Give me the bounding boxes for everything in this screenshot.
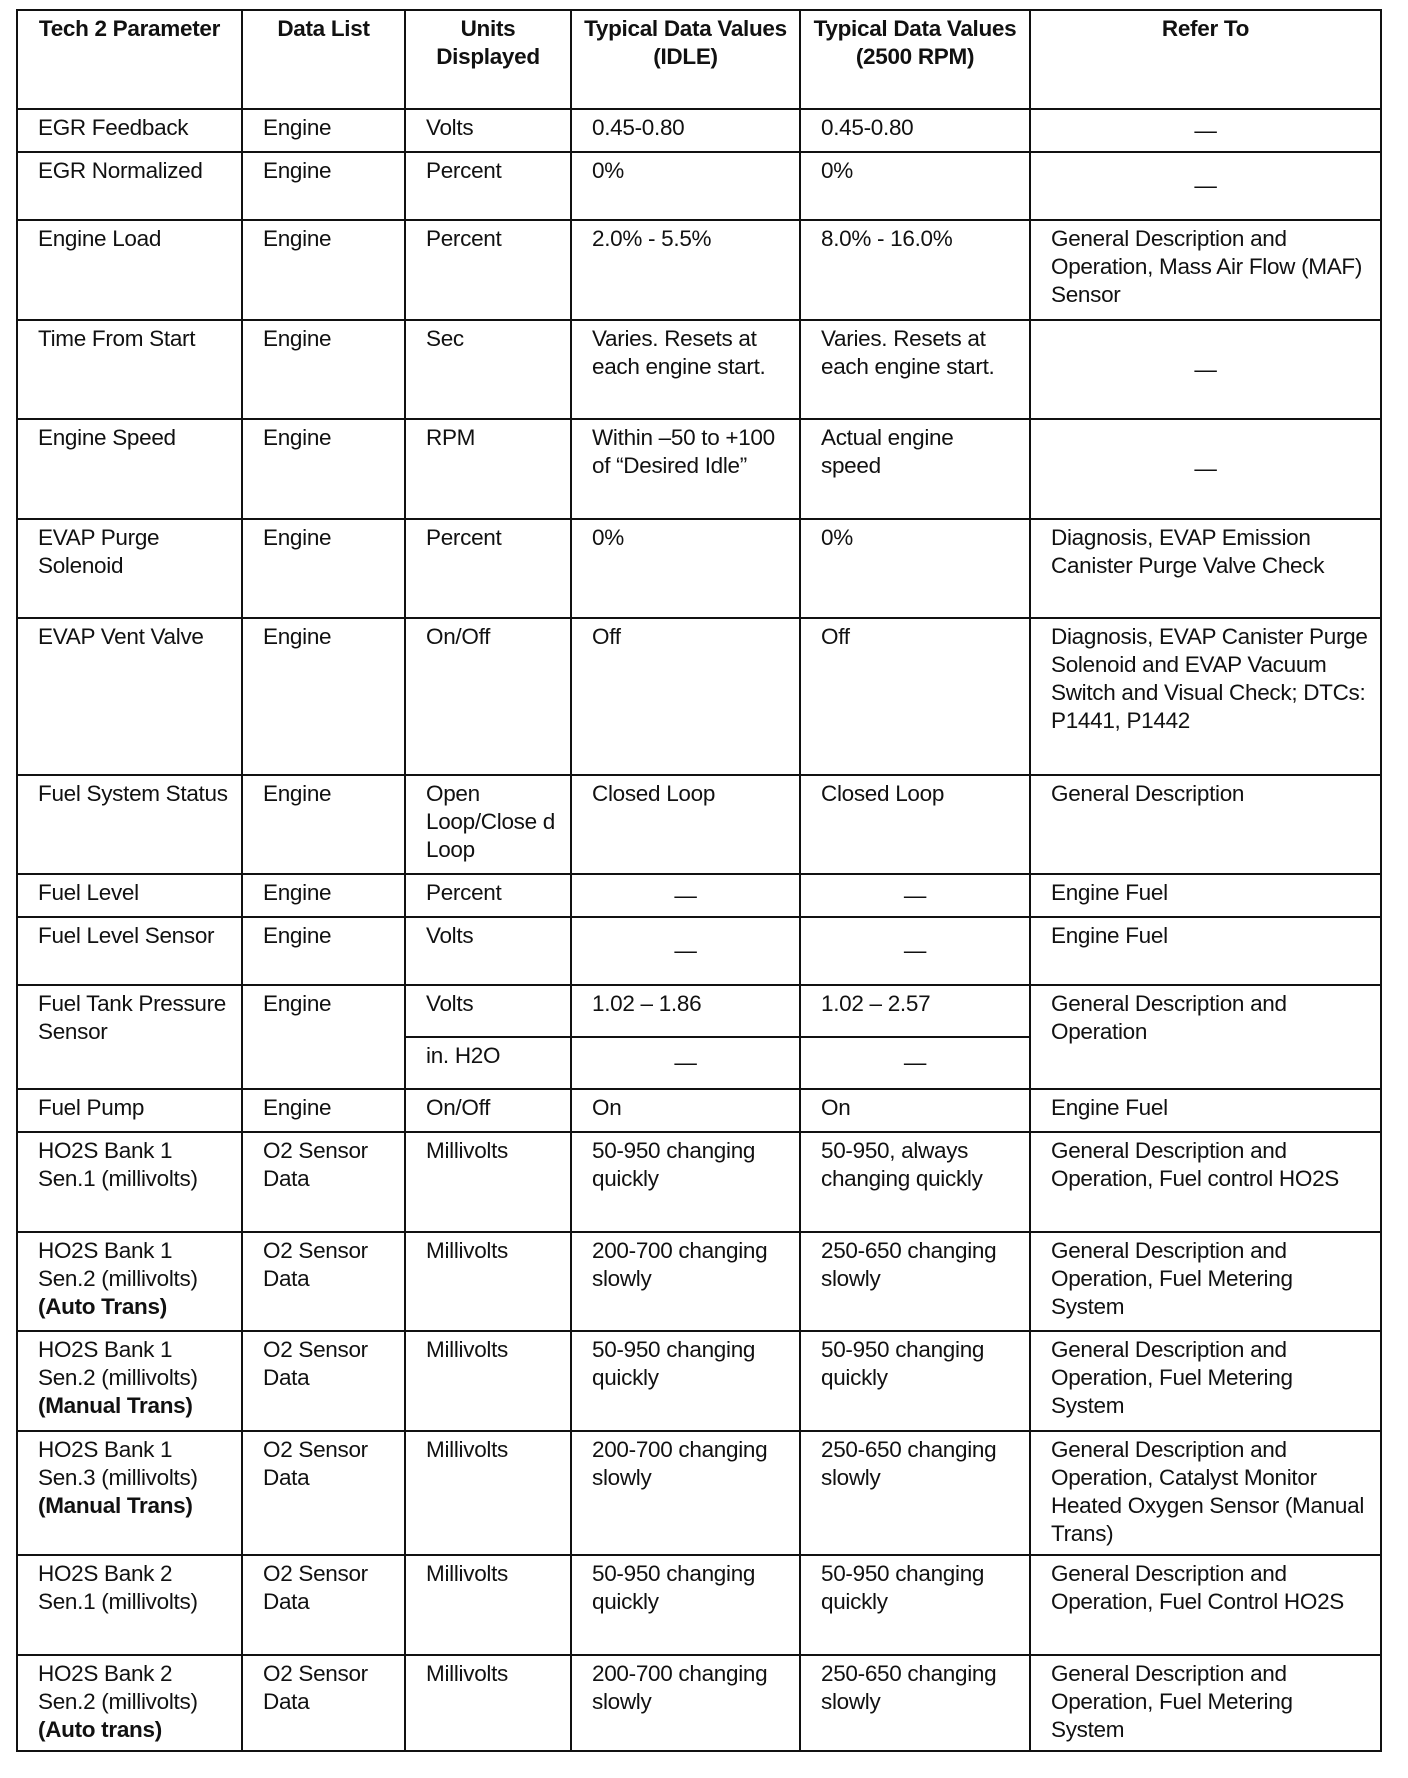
refer-to-cell: [1030, 220, 1381, 320]
rpm-value-cell-text: 50-950, always changing quickly: [821, 1138, 983, 1191]
units-cell: [405, 917, 571, 985]
parameter-cell-text: Fuel Level: [38, 880, 139, 905]
data-list-cell-text: Engine: [263, 991, 332, 1016]
idle-value-cell-text: 1.02 – 1.86: [592, 991, 702, 1016]
rpm-value-cell: [800, 775, 1030, 874]
idle-value-cell-text: On: [592, 1095, 622, 1120]
idle-value-cell-text: 0.45-0.80: [592, 115, 685, 140]
data-list-cell-text: Engine: [263, 226, 332, 251]
transmission-qualifier: (Auto Trans): [38, 1294, 167, 1319]
table-row: [17, 1555, 1381, 1655]
idle-value-cell-text: 50-950 changing quickly: [592, 1337, 756, 1390]
header-2500rpm-values: Typical Data Values (2500 RPM): [800, 10, 1030, 109]
parameter-cell: [17, 220, 242, 320]
refer-to-cell: [1030, 1431, 1381, 1555]
parameter-cell-text: Engine Load: [38, 226, 162, 251]
refer-to-cell-text: General Description and Operation, Mass Air Flow (MAF) Sensor: [1051, 226, 1363, 307]
units-cell-text: in. H2O: [426, 1043, 501, 1068]
idle-value-cell: [571, 874, 800, 917]
rpm-value-cell: [800, 1331, 1030, 1431]
units-cell-text: Millivolts: [426, 1437, 509, 1462]
refer-to-cell-text: Engine Fuel: [1051, 923, 1168, 948]
parameter-cell: [17, 1232, 242, 1331]
units-cell-text: Millivolts: [426, 1661, 509, 1686]
idle-value-cell-text: —: [674, 1050, 697, 1075]
rpm-value-cell-text: —: [903, 882, 927, 908]
data-list-cell-text: O2 Sensor Data: [263, 1437, 368, 1490]
rpm-value-cell-text: 250-650 changing slowly: [821, 1661, 997, 1714]
parameter-cell-text: Fuel System Status: [38, 781, 228, 806]
rpm-value-cell: [800, 152, 1030, 220]
refer-to-cell-text: General Description and Operation, Fuel Metering System: [1051, 1337, 1293, 1418]
table-row: [17, 1655, 1381, 1751]
table-row: [17, 775, 1381, 874]
rpm-value-cell-text: Varies. Resets at each engine start.: [821, 326, 995, 379]
table-row: [17, 874, 1381, 917]
units-cell: [405, 109, 571, 152]
rpm-value-cell-text: —: [903, 1050, 927, 1075]
idle-value-cell-text: 200-700 changing slowly: [592, 1661, 768, 1714]
table-row: [17, 519, 1381, 618]
data-list-cell: [242, 1431, 405, 1555]
table-row: [17, 1331, 1381, 1431]
data-list-cell-text: Engine: [263, 158, 332, 183]
table-row: [17, 1089, 1381, 1132]
data-list-cell-text: O2 Sensor Data: [263, 1337, 368, 1390]
idle-value-cell: [571, 1655, 800, 1751]
parameter-cell-text: EGR Feedback: [38, 115, 189, 140]
units-cell-text: Volts: [426, 115, 474, 140]
units-cell-text: Millivolts: [426, 1337, 509, 1362]
idle-value-cell-text: Closed Loop: [592, 781, 716, 806]
refer-to-cell-text: General Description and Operation, Catalyst Monitor Heated Oxygen Sensor (Manual Trans): [1051, 1437, 1365, 1546]
idle-value-cell: [571, 917, 800, 985]
data-list-cell-text: Engine: [263, 525, 332, 550]
refer-to-cell: [1030, 917, 1381, 985]
units-cell: [405, 220, 571, 320]
idle-value-cell-text: 0%: [592, 525, 624, 550]
refer-to-cell: [1030, 1089, 1381, 1132]
idle-value-cell: [571, 1037, 800, 1089]
table-row: [17, 320, 1381, 419]
data-list-cell-text: Engine: [263, 115, 332, 140]
parameter-cell: [17, 320, 242, 419]
data-list-cell-text: Engine: [263, 923, 332, 948]
data-list-cell: [242, 874, 405, 917]
parameter-cell-text: EGR Normalized: [38, 158, 203, 183]
refer-to-cell: [1030, 618, 1381, 775]
idle-value-cell: [571, 1132, 800, 1232]
idle-value-cell: [571, 152, 800, 220]
rpm-value-cell: [800, 1431, 1030, 1555]
refer-to-cell: [1030, 1655, 1381, 1751]
idle-value-cell-text: 200-700 changing slowly: [592, 1437, 768, 1490]
rpm-value-cell-text: 0.45-0.80: [821, 115, 914, 140]
rpm-value-cell: [800, 1132, 1030, 1232]
parameter-cell-text: HO2S Bank 1 Sen.2 (millivolts): [38, 1238, 198, 1291]
idle-value-cell-text: —: [674, 938, 697, 963]
rpm-value-cell: [800, 220, 1030, 320]
idle-value-cell-text: 2.0% - 5.5%: [592, 226, 712, 251]
refer-to-cell-text: General Description: [1051, 781, 1245, 806]
refer-to-cell-text: —: [1194, 173, 1217, 198]
parameter-cell: [17, 618, 242, 775]
parameter-cell: [17, 1655, 242, 1751]
idle-value-cell-text: 0%: [592, 158, 624, 183]
parameter-cell-text: EVAP Vent Valve: [38, 624, 204, 649]
data-list-cell-text: Engine: [263, 781, 332, 806]
refer-to-cell-text: Diagnosis, EVAP Emission Canister Purge Valve Check: [1051, 525, 1325, 578]
units-cell: [405, 874, 571, 917]
tech2-data-table: [16, 9, 1382, 1752]
units-cell-text: Millivolts: [426, 1138, 509, 1163]
parameter-cell-text: EVAP Purge Solenoid: [38, 525, 160, 578]
idle-value-cell: [571, 1431, 800, 1555]
refer-to-cell-text: —: [1194, 117, 1217, 143]
idle-value-cell-text: Within –50 to +100 of “Desired Idle”: [592, 425, 775, 478]
rpm-value-cell: [800, 109, 1030, 152]
idle-value-cell: [571, 1089, 800, 1132]
parameter-cell: [17, 1089, 242, 1132]
parameter-cell-text: Engine Speed: [38, 425, 176, 450]
data-list-cell-text: O2 Sensor Data: [263, 1238, 368, 1291]
units-cell-text: Percent: [426, 525, 502, 550]
parameter-cell-text: Fuel Tank Pressure Sensor: [38, 991, 227, 1044]
refer-to-cell: [1030, 1132, 1381, 1232]
refer-to-cell: [1030, 1232, 1381, 1331]
idle-value-cell: [571, 618, 800, 775]
refer-to-cell: [1030, 985, 1381, 1089]
rpm-value-cell: [800, 1089, 1030, 1132]
idle-value-cell-text: 200-700 changing slowly: [592, 1238, 768, 1291]
idle-value-cell: [571, 519, 800, 618]
parameter-cell-text: HO2S Bank 2 Sen.2 (millivolts): [38, 1661, 198, 1714]
parameter-cell: [17, 152, 242, 220]
units-cell: [405, 1089, 571, 1132]
header-refer-to: Refer To: [1030, 10, 1381, 109]
idle-value-cell-text: —: [674, 882, 697, 908]
refer-to-cell: [1030, 874, 1381, 917]
units-cell-text: Volts: [426, 923, 474, 948]
rpm-value-cell-text: 8.0% - 16.0%: [821, 226, 953, 251]
units-cell: [405, 519, 571, 618]
data-list-cell: [242, 1655, 405, 1751]
rpm-value-cell: [800, 985, 1030, 1037]
parameter-cell: [17, 1331, 242, 1431]
refer-to-cell: [1030, 152, 1381, 220]
idle-value-cell-text: Varies. Resets at each engine start.: [592, 326, 766, 379]
table-row: [17, 1232, 1381, 1331]
header-row: [17, 10, 1381, 109]
table-row: [17, 419, 1381, 519]
data-list-cell: [242, 985, 405, 1089]
parameter-cell: [17, 874, 242, 917]
refer-to-cell-text: —: [1194, 356, 1217, 382]
units-cell: [405, 618, 571, 775]
parameter-cell-text: Fuel Level Sensor: [38, 923, 215, 948]
parameter-cell-text: Time From Start: [38, 326, 196, 351]
parameter-cell: [17, 775, 242, 874]
data-list-cell-text: Engine: [263, 880, 332, 905]
data-list-cell-text: Engine: [263, 1095, 332, 1120]
parameter-cell: [17, 1555, 242, 1655]
data-list-cell: [242, 152, 405, 220]
table-row: [17, 985, 1381, 1037]
parameter-cell-text: HO2S Bank 2 Sen.1 (millivolts): [38, 1561, 198, 1614]
units-cell-text: Percent: [426, 158, 502, 183]
data-list-cell-text: Engine: [263, 624, 332, 649]
rpm-value-cell: [800, 874, 1030, 917]
rpm-value-cell-text: 1.02 – 2.57: [821, 991, 931, 1016]
parameter-cell-text: Fuel Pump: [38, 1095, 145, 1120]
data-list-cell: [242, 618, 405, 775]
units-cell-text: RPM: [426, 425, 476, 450]
refer-to-cell: [1030, 419, 1381, 519]
data-list-cell: [242, 1555, 405, 1655]
data-list-cell-text: Engine: [263, 326, 332, 351]
data-list-cell-text: O2 Sensor Data: [263, 1138, 368, 1191]
units-cell: [405, 1132, 571, 1232]
refer-to-cell: [1030, 519, 1381, 618]
rpm-value-cell: [800, 1655, 1030, 1751]
data-list-cell: [242, 220, 405, 320]
table-row: [17, 220, 1381, 320]
idle-value-cell-text: 50-950 changing quickly: [592, 1561, 756, 1614]
refer-to-cell-text: General Description and Operation: [1051, 991, 1287, 1044]
rpm-value-cell: [800, 419, 1030, 519]
units-cell-text: On/Off: [426, 1095, 491, 1120]
refer-to-cell-text: Engine Fuel: [1051, 880, 1168, 905]
parameter-cell: [17, 519, 242, 618]
units-cell: [405, 1431, 571, 1555]
data-list-cell: [242, 1232, 405, 1331]
units-cell: [405, 152, 571, 220]
rpm-value-cell: [800, 1037, 1030, 1089]
data-list-cell: [242, 1331, 405, 1431]
rpm-value-cell-text: Actual engine speed: [821, 425, 954, 478]
data-list-cell: [242, 775, 405, 874]
transmission-qualifier: (Manual Trans): [38, 1393, 193, 1418]
rpm-value-cell: [800, 618, 1030, 775]
refer-to-cell: [1030, 1555, 1381, 1655]
parameter-cell: [17, 109, 242, 152]
data-list-cell-text: O2 Sensor Data: [263, 1561, 368, 1614]
refer-to-cell-text: Diagnosis, EVAP Canister Purge Solenoid and EVAP Vacuum Switch and Visual Check; DTCs: P1441, P1442: [1051, 624, 1368, 733]
refer-to-cell-text: Engine Fuel: [1051, 1095, 1168, 1120]
table-row: [17, 109, 1381, 152]
rpm-value-cell: [800, 519, 1030, 618]
rpm-value-cell-text: Closed Loop: [821, 781, 945, 806]
units-cell-text: Volts: [426, 991, 474, 1016]
units-cell: [405, 419, 571, 519]
units-cell: [405, 985, 571, 1037]
units-cell-text: Sec: [426, 326, 464, 351]
parameter-cell: [17, 1431, 242, 1555]
units-cell: [405, 320, 571, 419]
rpm-value-cell: [800, 320, 1030, 419]
header-idle-values: Typical Data Values (IDLE): [571, 10, 800, 109]
idle-value-cell: [571, 1232, 800, 1331]
units-cell-text: On/Off: [426, 624, 491, 649]
units-cell-text: Percent: [426, 226, 502, 251]
table-row: [17, 618, 1381, 775]
rpm-value-cell-text: 50-950 changing quickly: [821, 1561, 985, 1614]
rpm-value-cell-text: On: [821, 1095, 851, 1120]
units-cell-text: Millivolts: [426, 1238, 509, 1263]
units-cell: [405, 1555, 571, 1655]
table-row: [17, 1431, 1381, 1555]
rpm-value-cell: [800, 1232, 1030, 1331]
data-list-cell-text: O2 Sensor Data: [263, 1661, 368, 1714]
rpm-value-cell-text: 250-650 changing slowly: [821, 1238, 997, 1291]
idle-value-cell-text: Off: [592, 624, 621, 649]
refer-to-cell-text: General Description and Operation, Fuel Control HO2S: [1051, 1561, 1344, 1614]
refer-to-cell: [1030, 1331, 1381, 1431]
table-row: [17, 1132, 1381, 1232]
rpm-value-cell-text: 0%: [821, 525, 853, 550]
parameter-cell-text: HO2S Bank 1 Sen.1 (millivolts): [38, 1138, 198, 1191]
refer-to-cell-text: General Description and Operation, Fuel Metering System: [1051, 1238, 1293, 1319]
units-cell: [405, 1232, 571, 1331]
parameter-cell: [17, 419, 242, 519]
units-cell-text: Open Loop/Close d Loop: [426, 781, 555, 862]
transmission-qualifier: (Manual Trans): [38, 1493, 193, 1518]
idle-value-cell: [571, 985, 800, 1037]
data-list-cell: [242, 419, 405, 519]
idle-value-cell-text: 50-950 changing quickly: [592, 1138, 756, 1191]
idle-value-cell: [571, 109, 800, 152]
header-data-list: Data List: [242, 10, 405, 109]
idle-value-cell: [571, 1555, 800, 1655]
units-cell: [405, 1037, 571, 1089]
transmission-qualifier: (Auto trans): [38, 1717, 162, 1742]
data-list-cell: [242, 320, 405, 419]
parameter-cell: [17, 917, 242, 985]
idle-value-cell: [571, 320, 800, 419]
units-cell: [405, 775, 571, 874]
rpm-value-cell-text: —: [903, 938, 927, 963]
rpm-value-cell-text: 50-950 changing quickly: [821, 1337, 985, 1390]
units-cell-text: Millivolts: [426, 1561, 509, 1586]
refer-to-cell: [1030, 109, 1381, 152]
header-units: Units Displayed: [405, 10, 571, 109]
table-body: [17, 109, 1381, 1751]
refer-to-cell-text: General Description and Operation, Fuel Metering System: [1051, 1661, 1293, 1742]
rpm-value-cell-text: Off: [821, 624, 850, 649]
units-cell: [405, 1331, 571, 1431]
idle-value-cell: [571, 419, 800, 519]
rpm-value-cell-text: 0%: [821, 158, 853, 183]
refer-to-cell: [1030, 775, 1381, 874]
data-list-cell: [242, 109, 405, 152]
refer-to-cell: [1030, 320, 1381, 419]
parameter-cell-text: HO2S Bank 1 Sen.3 (millivolts): [38, 1437, 198, 1490]
header-parameter: Tech 2 Parameter: [17, 10, 242, 109]
data-list-cell: [242, 917, 405, 985]
idle-value-cell: [571, 775, 800, 874]
units-cell: [405, 1655, 571, 1751]
rpm-value-cell: [800, 1555, 1030, 1655]
refer-to-cell-text: General Description and Operation, Fuel control HO2S: [1051, 1138, 1339, 1191]
data-list-cell: [242, 1132, 405, 1232]
rpm-value-cell: [800, 917, 1030, 985]
table-row: [17, 152, 1381, 220]
parameter-cell-text: HO2S Bank 1 Sen.2 (millivolts): [38, 1337, 198, 1390]
idle-value-cell: [571, 220, 800, 320]
refer-to-cell-text: —: [1194, 456, 1217, 481]
units-cell-text: Percent: [426, 880, 502, 905]
idle-value-cell: [571, 1331, 800, 1431]
table-row: [17, 917, 1381, 985]
parameter-cell: [17, 985, 242, 1089]
data-list-cell: [242, 519, 405, 618]
parameter-cell: [17, 1132, 242, 1232]
rpm-value-cell-text: 250-650 changing slowly: [821, 1437, 997, 1490]
data-list-cell-text: Engine: [263, 425, 332, 450]
data-list-cell: [242, 1089, 405, 1132]
